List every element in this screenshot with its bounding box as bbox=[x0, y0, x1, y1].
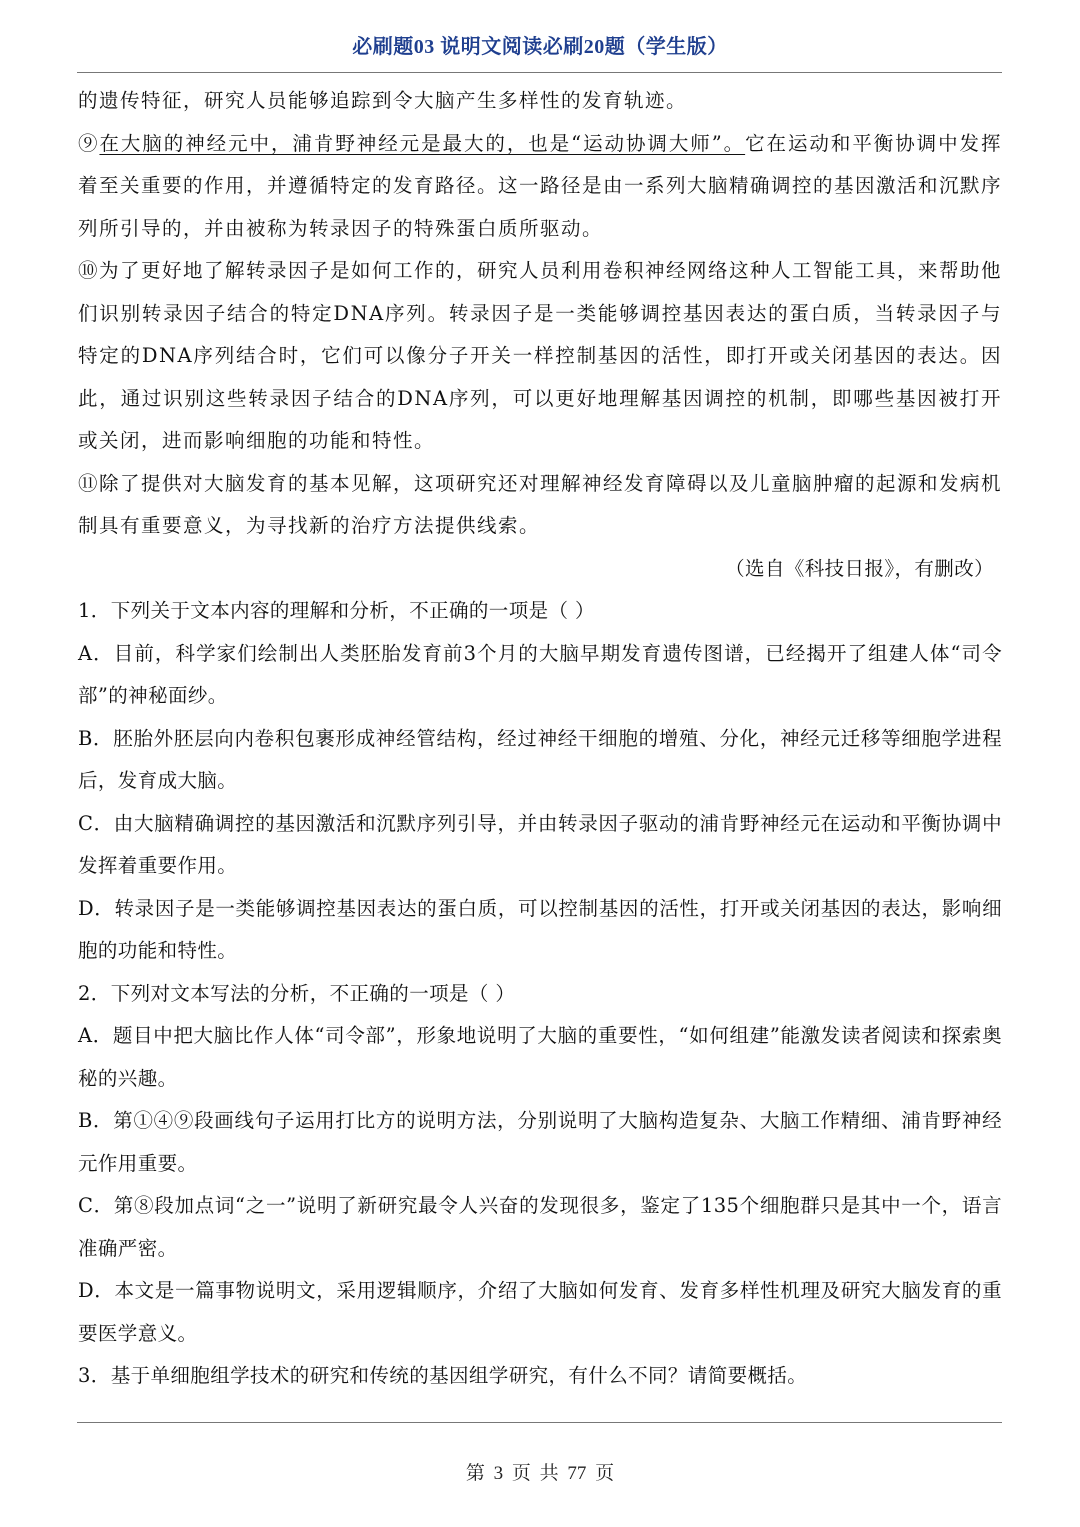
question-2-option-c: C．第⑧段加点词“之一”说明了新研究最令人兴奋的发现很多，鉴定了135个细胞群只是其中一个，语言准确严密。 bbox=[78, 1194, 1002, 1260]
paragraph-10: ⑩为了更好地了解转录因子是如何工作的，研究人员利用卷积神经网络这种人工智能工具，来帮助他们识别转录因子结合的特定DNA序列。转录因子是一类能够调控基因表达的蛋白质，当转录因子与特定的DNA序列结合时，它们可以像分子开关一样控制基因的活性，即打开或关闭基因的表达。因此，通过识别这些转录因子结合的DNA序列，可以更好地理解基因调控的机制，即哪些基因被打开或关闭，进而影响细胞的功能和特性。 bbox=[78, 259, 1003, 452]
paragraph-9-rest: 它在运动和平衡协调中发挥着至关重要的作用，并遵循特定的发育路径。这一路径是由一系列大脑精确调控的基因激活和沉默序列所引导的，并由被称为转录因子的特殊蛋白质所驱动。 bbox=[78, 131, 1003, 240]
document-body bbox=[78, 80, 1002, 1398]
question-1-option-b: B．胚胎外胚层向内卷积包裹形成神经管结构，经过神经干细胞的增殖、分化，神经元迁移等细胞学进程后，发育成大脑。 bbox=[78, 726, 1002, 792]
page-header-title: 必刷题03 说明文阅读必刷20题（学生版） bbox=[352, 36, 728, 58]
question-3-stem: 3．基于单细胞组学技术的研究和传统的基因组学研究，有什么不同？请简要概括。 bbox=[78, 1364, 808, 1387]
paragraph-9-number: ⑨ bbox=[78, 131, 100, 155]
question-1-option-a: A．目前，科学家们绘制出人类胚胎发育前3个月的大脑早期发育遗传图谱，已经揭开了组建人体“司令部”的神秘面纱。 bbox=[78, 641, 1002, 707]
question-2-option-a: A．题目中把大脑比作人体“司令部”，形象地说明了大脑的重要性，“如何组建”能激发读者阅读和探索奥秘的兴趣。 bbox=[78, 1024, 1002, 1090]
header-divider bbox=[77, 72, 1002, 73]
question-2-stem: 2．下列对文本写法的分析，不正确的一项是（ ） bbox=[78, 981, 516, 1005]
paragraph-9 bbox=[78, 123, 1002, 251]
page-number: 第 3 页 共 77 页 bbox=[465, 1463, 615, 1484]
reading-passage bbox=[78, 80, 1002, 548]
question-2-option-b: B．第①④⑨段画线句子运用打比方的说明方法，分别说明了大脑构造复杂、大脑工作精细、浦肯野神经元作用重要。 bbox=[78, 1109, 1002, 1175]
footer-divider bbox=[77, 1422, 1002, 1423]
question-1-option-d: D．转录因子是一类能够调控基因表达的蛋白质，可以控制基因的活性，打开或关闭基因的表达，影响细胞的功能和特性。 bbox=[78, 896, 1002, 962]
paragraph-9-underlined-sentence: 在大脑的神经元中，浦肯野神经元是最大的，也是“运动协调大师”。 bbox=[99, 131, 746, 155]
paragraph-11: ⑪除了提供对大脑发育的基本见解，这项研究还对理解神经发育障碍以及儿童脑肿瘤的起源和发病机制具有重要意义，为寻找新的治疗方法提供线索。 bbox=[78, 471, 1003, 537]
question-1-option-c: C．由大脑精确调控的基因激活和沉默序列引导，并由转录因子驱动的浦肯野神经元在运动和平衡协调中发挥着重要作用。 bbox=[78, 811, 1002, 877]
passage-source: （选自《科技日报》，有删改） bbox=[725, 556, 994, 580]
question-2-option-d: D．本文是一篇事物说明文，采用逻辑顺序，介绍了大脑如何发育、发育多样性机理及研究大脑发育的重要医学意义。 bbox=[78, 1279, 1002, 1345]
question-1-stem: 1．下列关于文本内容的理解和分析，不正确的一项是（ ） bbox=[78, 599, 595, 622]
paragraph-continuation: 的遗传特征，研究人员能够追踪到令大脑产生多样性的发育轨迹。 bbox=[78, 89, 688, 112]
